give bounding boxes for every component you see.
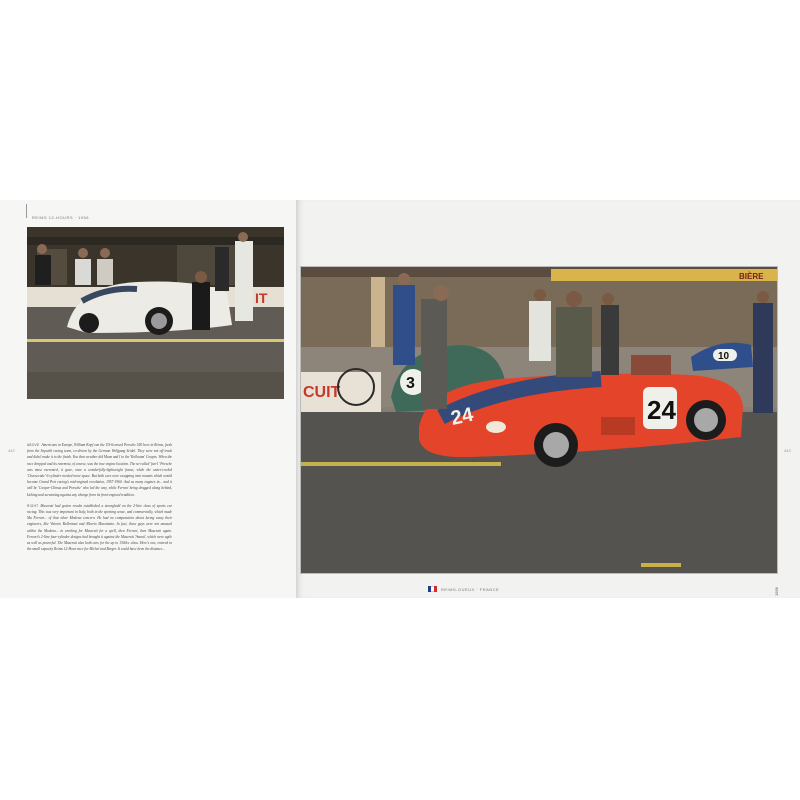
caption-right-text: Maserati had gotten results established a stronghold on the 2-litre class of sports car racing. This was very important in Italy, both in the sporting sense, and commercially, which made Ma Ferrari... of that other Modena concern. He had no compunction about luring away their engineers, like Vittorio Bellentani and Alberto Massimino. In fact, these guys were not unusual within the Modena... in working for Maserati for a spell, then Ferrari, then Maserati again. Ferrari's 2-litre four-cylinder designs had brought it against the Maserati 'Avanti', which were agile as well as powerful. The Maserati also both cars for the up to 1500cc class. Here's one, entered in the small capacity Reims 12-Hour race for Michel and Berger. It could have been the distance... xyxy=(27,503,172,552)
side-tab: 1956 xyxy=(774,587,779,596)
right-photo-illustration xyxy=(301,267,777,573)
caption-right xyxy=(27,503,172,553)
caption-above xyxy=(27,442,172,498)
caption-above-text: Americans in Europe, William Kopf ran the US-licensed Porsche 550 here in Reims, fresh from the Sopwith racing team, co-driven by the German Wolfgang Seidel. They were not off-track and didn't make it to the finish. You then weather did Munz and I to the 'Kolbaum' Coupes. When the race dropped and its rearmost, of course, was the true engine location. The so-called 'fan-1' Porsche was most overrated, it gave, once a wonderfully-lightweight frame, while the water-cooled 'Cheesecake' 6-cylinder needed more space. But both cars were swapping onto mounts which would become Grand Prix racing's mid-engined revolution, 1957-1960. And as many engines in... and it will be 'Cooper-Climax and Porsche' who led the way, while Ferrari being dragged along behind, kicking and screaming against any change from its front-engined tradition. xyxy=(27,443,173,497)
caption-right-lead: RIGHT xyxy=(27,503,39,508)
left-page-number: 442 xyxy=(8,448,15,453)
running-header: REIMS 12-HOURS · 1956 xyxy=(32,215,89,220)
caption-above-lead: ABOVE xyxy=(27,443,40,447)
right-photo xyxy=(300,266,778,574)
car-number-far: 10 xyxy=(718,351,730,362)
svg-text:BIÈRE: BIÈRE xyxy=(739,272,764,281)
svg-text:CUIT: CUIT xyxy=(303,384,341,401)
left-photo-illustration xyxy=(27,227,284,399)
svg-text:24: 24 xyxy=(448,403,476,430)
header-rule xyxy=(26,204,27,218)
french-flag-icon xyxy=(428,586,437,592)
caption-block xyxy=(27,442,172,557)
right-page-number: 443 xyxy=(784,448,791,453)
car-number-back: 3 xyxy=(406,375,415,392)
left-photo xyxy=(27,227,284,399)
left-page xyxy=(0,200,296,598)
footer-label: REIMS-GUEUX · FRANCE xyxy=(441,586,500,592)
page-footer xyxy=(428,586,499,592)
car-number-main: 24 xyxy=(647,395,676,425)
svg-text:IT: IT xyxy=(255,290,268,306)
